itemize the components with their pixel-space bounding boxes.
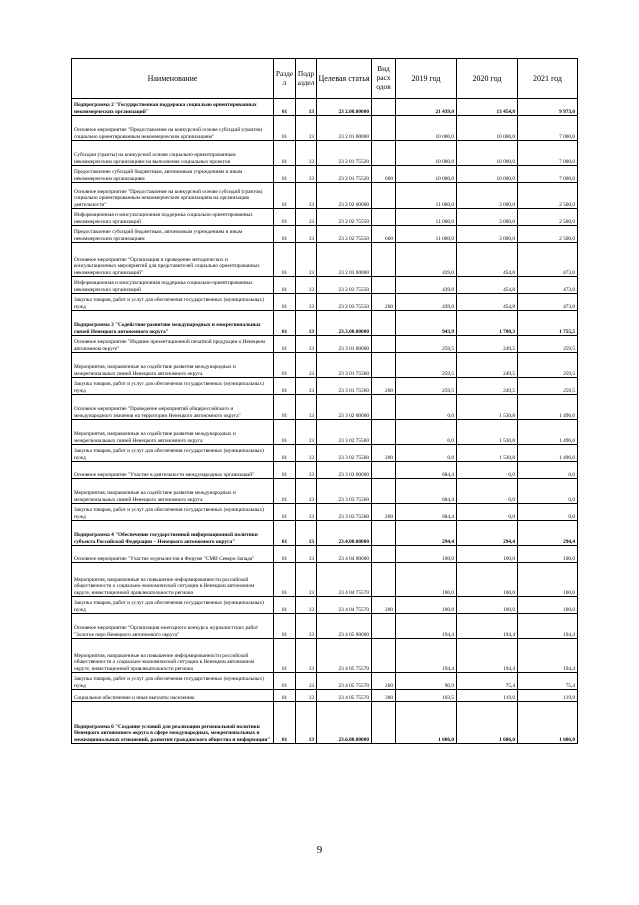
cell-section: 01 [274, 378, 296, 395]
table-row [72, 209, 578, 226]
cell-name: Основное мероприятие "Издание презентационной печатной продукции о Ненецком автономном округе" [72, 336, 274, 353]
cell-y2020: 100,0 [457, 597, 518, 614]
cell-section: 01 [274, 479, 296, 504]
cell-name: Основное мероприятие "Организация и проведение методических и консультационных мероприятий для представителей социально ориентированных некоммерческих организаций" [72, 243, 274, 277]
cell-section: 01 [274, 141, 296, 166]
header-target: Целевая статья [317, 59, 372, 99]
cell-y2020: 13 454,8 [457, 99, 518, 116]
cell-y2019: 259,5 [396, 378, 457, 395]
cell-y2020: 1 606,0 [457, 702, 518, 744]
cell-y2021: 1 496,0 [518, 395, 578, 420]
cell-section: 01 [274, 639, 296, 673]
cell-target: 23 2 03 00000 [317, 243, 372, 277]
cell-expense [372, 395, 396, 420]
cell-y2019: 943,9 [396, 311, 457, 336]
cell-y2020: 0,0 [457, 479, 518, 504]
cell-name: Мероприятия, направленные на повышение информированности российской общественности о социально-экономической ситуации в Ненецком автономном округе, инвестиционной привлекательности региона [72, 639, 274, 673]
cell-subsection: 13 [296, 639, 317, 673]
cell-subsection: 13 [296, 99, 317, 116]
cell-section: 01 [274, 353, 296, 378]
cell-y2021: 100,0 [518, 546, 578, 563]
cell-subsection: 13 [296, 597, 317, 614]
cell-y2021: 7 000,0 [518, 116, 578, 141]
table-row [72, 99, 578, 116]
table-row [72, 546, 578, 563]
cell-name: Основное мероприятие "Участие журналистов в Форуме "СМИ Северо-Запада" [72, 546, 274, 563]
table-row [72, 183, 578, 209]
cell-section: 01 [274, 597, 296, 614]
cell-y2019: 194,4 [396, 614, 457, 639]
cell-y2020: 0,0 [457, 462, 518, 479]
cell-subsection: 13 [296, 311, 317, 336]
cell-target: 23 2 02 00000 [317, 183, 372, 209]
cell-y2021: 259,5 [518, 378, 578, 395]
cell-name: Закупка товаров, работ и услуг для обеспечения государственных (муниципальных) нужд [72, 597, 274, 614]
cell-subsection: 13 [296, 673, 317, 690]
cell-expense [372, 353, 396, 378]
header-expense-type: Вид расх одов [372, 59, 396, 99]
cell-section: 01 [274, 690, 296, 702]
cell-target: 23 2 02 75550 [317, 209, 372, 226]
cell-y2019: 10 000,0 [396, 141, 457, 166]
cell-y2019: 439,0 [396, 243, 457, 277]
cell-y2020: 10 000,0 [457, 166, 518, 183]
cell-y2019: 0,0 [396, 445, 457, 462]
cell-subsection: 13 [296, 702, 317, 744]
cell-section: 01 [274, 277, 296, 294]
table-row [72, 690, 578, 702]
cell-target: 23 4 04 75570 [317, 563, 372, 597]
cell-subsection: 13 [296, 277, 317, 294]
cell-target: 23 2.00.00000 [317, 99, 372, 116]
cell-name: Основное мероприятие "Организация ежегодного конкурса журналистских работ "Золотое перо Ненецкого автономного округа" [72, 614, 274, 639]
cell-y2021: 1 496,0 [518, 420, 578, 445]
header-section: Разде л [274, 59, 296, 99]
cell-target: 23 4 04 00000 [317, 546, 372, 563]
cell-section: 01 [274, 673, 296, 690]
cell-subsection: 13 [296, 336, 317, 353]
cell-y2019: 259,5 [396, 336, 457, 353]
cell-name: Закупка товаров, работ и услуг для обеспечения государственных (муниципальных) нужд [72, 445, 274, 462]
cell-target: 23 3 03 75560 [317, 504, 372, 521]
cell-target: 23 2 02 75550 [317, 226, 372, 243]
cell-y2021: 119,0 [518, 690, 578, 702]
cell-expense [372, 277, 396, 294]
table-row [72, 479, 578, 504]
cell-y2019: 10 000,0 [396, 166, 457, 183]
cell-y2021: 75,4 [518, 673, 578, 690]
cell-y2021: 7 000,0 [518, 166, 578, 183]
table-row [72, 141, 578, 166]
cell-y2021: 259,5 [518, 336, 578, 353]
cell-y2020: 0,0 [457, 504, 518, 521]
cell-expense [372, 116, 396, 141]
cell-y2021: 2 500,0 [518, 209, 578, 226]
cell-name: Предоставление субсидий бюджетным, автономным учреждениям и иным некоммерческим организациям [72, 226, 274, 243]
cell-name: Информационная и консультационная поддержка социально-ориентированных некоммерческих организаций [72, 277, 274, 294]
table-row [72, 521, 578, 546]
cell-y2019: 103,5 [396, 690, 457, 702]
cell-name: Субсидии (гранты) на конкурсной основе социально-ориентированным некоммерческим организациям на выполнение социальных проектов [72, 141, 274, 166]
cell-subsection: 13 [296, 690, 317, 702]
cell-subsection: 13 [296, 614, 317, 639]
table-row [72, 395, 578, 420]
cell-section: 01 [274, 166, 296, 183]
cell-name: Основное мероприятие "Предоставление на конкурсной основе субсидий (грантов) социально ориентированным некоммерческим организациям" [72, 116, 274, 141]
cell-section: 01 [274, 702, 296, 744]
cell-y2019: 21 439,0 [396, 99, 457, 116]
cell-y2021: 194,4 [518, 614, 578, 639]
cell-y2019: 684,4 [396, 479, 457, 504]
cell-target: 23 3 02 00000 [317, 395, 372, 420]
header-2019: 2019 год [396, 59, 457, 99]
cell-y2021: 0,0 [518, 462, 578, 479]
cell-expense [372, 521, 396, 546]
cell-expense: 200 [372, 294, 396, 311]
table-row [72, 504, 578, 521]
cell-y2020: 3 000,0 [457, 226, 518, 243]
table-row [72, 116, 578, 141]
cell-section: 01 [274, 116, 296, 141]
cell-target: 23 4 05 75570 [317, 673, 372, 690]
cell-y2019: 100,0 [396, 546, 457, 563]
cell-name: Мероприятия, направленные на содействие развития международных и межрегиональных связей Ненецкого автономного округа [72, 353, 274, 378]
cell-target: 23 2 03 75550 [317, 277, 372, 294]
cell-expense [372, 563, 396, 597]
cell-y2020: 100,0 [457, 563, 518, 597]
page-number: 9 [316, 844, 323, 856]
cell-y2021: 100,0 [518, 563, 578, 597]
cell-name: Подпрограмма 6 "Создание условий для реализации региональной политики Ненецкого автономного округа в сфере международных, межрегиональных и межнациональных отношений, развития гражданского общества и информации" [72, 702, 274, 744]
table-header-row [72, 59, 578, 99]
cell-section: 01 [274, 614, 296, 639]
cell-y2020: 10 000,0 [457, 116, 518, 141]
cell-section: 01 [274, 99, 296, 116]
cell-expense [372, 311, 396, 336]
budget-table [71, 58, 578, 744]
cell-y2021: 9 973,0 [518, 99, 578, 116]
cell-subsection: 13 [296, 209, 317, 226]
cell-section: 01 [274, 243, 296, 277]
cell-y2021: 1 496,0 [518, 445, 578, 462]
cell-section: 01 [274, 226, 296, 243]
table-row [72, 597, 578, 614]
cell-section: 01 [274, 504, 296, 521]
cell-name: Закупка товаров, работ и услуг для обеспечения государственных (муниципальных) нужд [72, 504, 274, 521]
cell-y2020: 194,4 [457, 614, 518, 639]
cell-name: Социальное обеспечение и иные выплаты населению [72, 690, 274, 702]
cell-subsection: 13 [296, 420, 317, 445]
cell-y2021: 294,4 [518, 521, 578, 546]
cell-section: 01 [274, 336, 296, 353]
cell-y2019: 684,4 [396, 462, 457, 479]
cell-subsection: 13 [296, 353, 317, 378]
header-2020: 2020 год [457, 59, 518, 99]
table-row [72, 294, 578, 311]
cell-name: Основное мероприятие "Предоставление на конкурсной основе субсидий (грантов) социально ориентированным некоммерческим организациям на организацию деятельности" [72, 183, 274, 209]
cell-target: 23 3 01 75560 [317, 353, 372, 378]
cell-y2019: 0,0 [396, 395, 457, 420]
cell-target: 23 3 03 00000 [317, 462, 372, 479]
cell-expense: 200 [372, 445, 396, 462]
table-row [72, 420, 578, 445]
header-name: Наименование [72, 59, 274, 99]
cell-name: Подпрограмма 3 "Содействие развитию международных и межрегиональных связей Ненецкого автономного округа" [72, 311, 274, 336]
cell-y2019: 439,0 [396, 294, 457, 311]
cell-y2019: 684,4 [396, 504, 457, 521]
cell-name: Закупка товаров, работ и услуг для обеспечения государственных (муниципальных) нужд [72, 378, 274, 395]
cell-y2021: 1 755,5 [518, 311, 578, 336]
cell-y2019: 10 000,0 [396, 116, 457, 141]
cell-y2020: 1 780,3 [457, 311, 518, 336]
cell-section: 01 [274, 311, 296, 336]
cell-name: Мероприятия, направленные на содействие развития международных и межрегиональных связей Ненецкого автономного округа [72, 420, 274, 445]
table-row [72, 378, 578, 395]
cell-section: 01 [274, 294, 296, 311]
table-row [72, 166, 578, 183]
cell-expense [372, 141, 396, 166]
cell-y2020: 75,4 [457, 673, 518, 690]
table-row [72, 702, 578, 744]
cell-expense [372, 462, 396, 479]
cell-subsection: 13 [296, 563, 317, 597]
cell-expense [372, 99, 396, 116]
cell-target: 23.3.00.00000 [317, 311, 372, 336]
cell-name: Подпрограмма 4 "Обеспечение государственной информационной политики субъекта Российской Федерации – Ненецкого автономного округа" [72, 521, 274, 546]
cell-y2020: 3 000,0 [457, 209, 518, 226]
cell-subsection: 13 [296, 504, 317, 521]
cell-subsection: 13 [296, 183, 317, 209]
cell-subsection: 13 [296, 521, 317, 546]
cell-section: 01 [274, 521, 296, 546]
cell-expense: 200 [372, 673, 396, 690]
table-row [72, 311, 578, 336]
cell-y2019: 294,4 [396, 521, 457, 546]
cell-expense [372, 209, 396, 226]
cell-name: Закупка товаров, работ и услуг для обеспечения государственных (муниципальных) нужд [72, 673, 274, 690]
table-row [72, 336, 578, 353]
table-row [72, 277, 578, 294]
cell-section: 01 [274, 183, 296, 209]
cell-subsection: 13 [296, 116, 317, 141]
cell-y2020: 1 530,8 [457, 420, 518, 445]
cell-y2020: 249,5 [457, 378, 518, 395]
cell-y2021: 259,5 [518, 353, 578, 378]
cell-target: 23 3 02 75560 [317, 420, 372, 445]
cell-expense [372, 183, 396, 209]
cell-y2019: 259,5 [396, 353, 457, 378]
cell-subsection: 13 [296, 243, 317, 277]
cell-expense [372, 479, 396, 504]
cell-name: Основное мероприятие "Участие в деятельности международных организаций" [72, 462, 274, 479]
cell-subsection: 13 [296, 479, 317, 504]
cell-target: 23 3 01 00000 [317, 336, 372, 353]
cell-y2021: 2 500,0 [518, 226, 578, 243]
cell-target: 23 3 01 75560 [317, 378, 372, 395]
cell-section: 01 [274, 420, 296, 445]
cell-expense [372, 702, 396, 744]
cell-y2021: 473,0 [518, 294, 578, 311]
cell-name: Мероприятия, направленные на повышение информированности российской общественности о социально-экономической ситуации в Ненецком автономном округе, инвестиционной привлекательности региона [72, 563, 274, 597]
cell-y2020: 454,8 [457, 243, 518, 277]
cell-y2020: 249,5 [457, 353, 518, 378]
cell-y2021: 194,4 [518, 639, 578, 673]
cell-y2021: 2 500,0 [518, 183, 578, 209]
cell-y2020: 10 000,0 [457, 141, 518, 166]
cell-y2019: 1 606,0 [396, 702, 457, 744]
cell-y2021: 1 606,0 [518, 702, 578, 744]
cell-y2019: 11 000,0 [396, 183, 457, 209]
cell-section: 01 [274, 445, 296, 462]
cell-subsection: 13 [296, 226, 317, 243]
cell-y2020: 100,0 [457, 546, 518, 563]
cell-subsection: 13 [296, 166, 317, 183]
cell-name: Закупка товаров, работ и услуг для обеспечения государственных (муниципальных) нужд [72, 294, 274, 311]
table-row [72, 243, 578, 277]
cell-y2021: 0,0 [518, 479, 578, 504]
cell-subsection: 13 [296, 462, 317, 479]
header-2021: 2021 год [518, 59, 578, 99]
cell-target: 23 2 01 75520 [317, 141, 372, 166]
cell-name: Основное мероприятие "Проведение мероприятий общероссийского и международного значения на территории Ненецкого автономного округа" [72, 395, 274, 420]
cell-name: Предоставление субсидий бюджетным, автономным учреждениям и иным некоммерческим организациям [72, 166, 274, 183]
cell-expense: 300 [372, 690, 396, 702]
cell-y2020: 119,0 [457, 690, 518, 702]
cell-target: 23 4 05 00000 [317, 614, 372, 639]
cell-target: 23 4 05 75570 [317, 690, 372, 702]
cell-y2020: 454,8 [457, 294, 518, 311]
cell-expense: 200 [372, 378, 396, 395]
cell-section: 01 [274, 209, 296, 226]
cell-y2020: 294,4 [457, 521, 518, 546]
cell-section: 01 [274, 462, 296, 479]
cell-target: 23.4.00.00000 [317, 521, 372, 546]
cell-y2020: 454,8 [457, 277, 518, 294]
table-row [72, 673, 578, 690]
cell-expense: 600 [372, 226, 396, 243]
table-row [72, 226, 578, 243]
table-row [72, 563, 578, 597]
cell-name: Мероприятия, направленные на содействие развития международных и межрегиональных связей Ненецкого автономного округа [72, 479, 274, 504]
cell-target: 23.6.00.00000 [317, 702, 372, 744]
cell-y2020: 249,5 [457, 336, 518, 353]
cell-y2019: 11 000,0 [396, 226, 457, 243]
cell-y2021: 100,0 [518, 597, 578, 614]
cell-expense: 200 [372, 597, 396, 614]
cell-section: 01 [274, 395, 296, 420]
cell-subsection: 13 [296, 294, 317, 311]
cell-y2019: 0,0 [396, 420, 457, 445]
table-row [72, 462, 578, 479]
cell-y2019: 100,0 [396, 563, 457, 597]
cell-y2020: 1 530,8 [457, 395, 518, 420]
cell-y2020: 1 530,8 [457, 445, 518, 462]
cell-expense [372, 243, 396, 277]
header-subsection: Подр аздел [296, 59, 317, 99]
table-row [72, 639, 578, 673]
cell-subsection: 13 [296, 378, 317, 395]
table-row [72, 614, 578, 639]
cell-expense [372, 420, 396, 445]
cell-expense [372, 336, 396, 353]
cell-y2019: 11 000,0 [396, 209, 457, 226]
cell-y2019: 100,0 [396, 597, 457, 614]
cell-subsection: 13 [296, 395, 317, 420]
table-row [72, 353, 578, 378]
cell-subsection: 13 [296, 546, 317, 563]
cell-target: 23 4 04 75570 [317, 597, 372, 614]
cell-y2021: 473,0 [518, 243, 578, 277]
cell-y2020: 194,4 [457, 639, 518, 673]
cell-section: 01 [274, 563, 296, 597]
cell-target: 23 2 01 00000 [317, 116, 372, 141]
cell-target: 23 2 01 75520 [317, 166, 372, 183]
cell-expense [372, 614, 396, 639]
cell-expense [372, 546, 396, 563]
cell-expense: 200 [372, 504, 396, 521]
cell-subsection: 13 [296, 445, 317, 462]
cell-y2019: 194,4 [396, 639, 457, 673]
cell-name: Подпрограмма 2 "Государственная поддержка социально ориентированных некоммерческих организаций" [72, 99, 274, 116]
cell-y2021: 473,0 [518, 277, 578, 294]
cell-y2021: 0,0 [518, 504, 578, 521]
cell-y2019: 439,0 [396, 277, 457, 294]
cell-name: Информационная и консультационная поддержка социально-ориентированных некоммерческих организаций [72, 209, 274, 226]
cell-section: 01 [274, 546, 296, 563]
cell-y2021: 7 000,0 [518, 141, 578, 166]
cell-target: 23 3 03 75560 [317, 479, 372, 504]
cell-subsection: 13 [296, 141, 317, 166]
budget-sheet [71, 58, 577, 744]
cell-expense: 600 [372, 166, 396, 183]
cell-target: 23 4 05 75570 [317, 639, 372, 673]
cell-y2019: 90,9 [396, 673, 457, 690]
cell-expense [372, 639, 396, 673]
table-row [72, 445, 578, 462]
table-body [72, 99, 578, 744]
cell-target: 23 3 02 75560 [317, 445, 372, 462]
cell-y2020: 3 000,0 [457, 183, 518, 209]
cell-target: 23 2 03 75550 [317, 294, 372, 311]
